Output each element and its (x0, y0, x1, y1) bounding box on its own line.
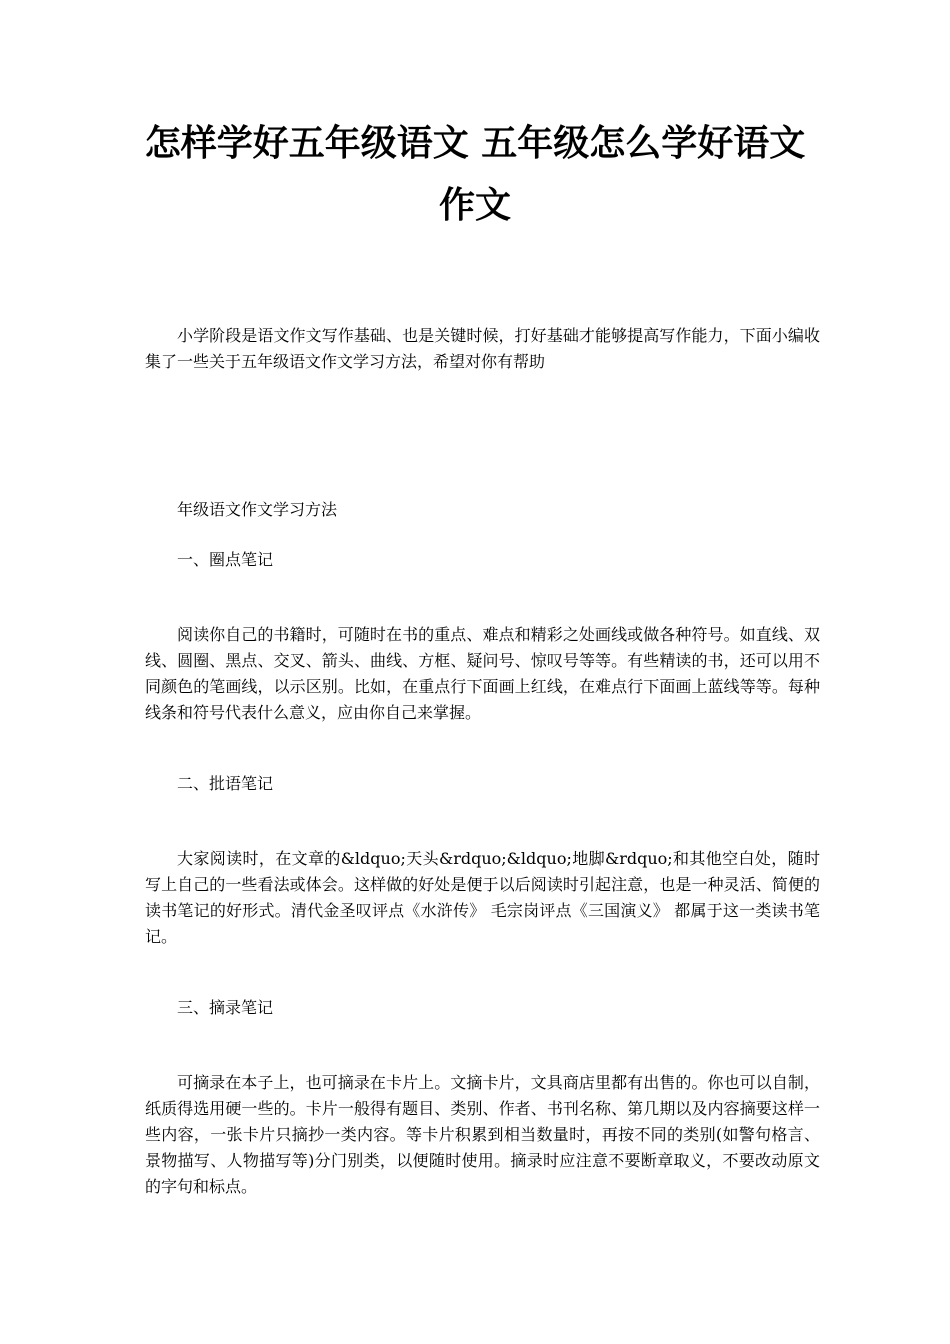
section-heading-1: 一、圈点笔记 (177, 550, 274, 569)
section-body-3: 可摘录在本子上，也可摘录在卡片上。文摘卡片，文具商店里都有出售的。你也可以自制，纸质得选用硬一些的。卡片一般得有题目、类别、作者、书刊名称、第几期以及内容摘要这样一些内容，一张卡片只摘抄一类内容。等卡片积累到相当数量时，再按不同的类别(如警句格言、景物描写、人物描写等)分门别类，以便随时使用。摘录时应注意不要断章取义，不要改动原文的字句和标点。 (145, 1073, 820, 1196)
section-heading-3: 三、摘录笔记 (177, 998, 274, 1017)
intro-paragraph: 小学阶段是语文作文写作基础、也是关键时候，打好基础才能够提高写作能力，下面小编收集了一些关于五年级语文作文学习方法，希望对你有帮助 (145, 326, 820, 371)
section-heading-2: 二、批语笔记 (177, 774, 274, 793)
section-title: 年级语文作文学习方法 (177, 500, 338, 519)
section-body-2: 大家阅读时，在文章的&ldquo;天头&rdquo;&ldquo;地脚&rdquo;和其他空白处，随时写上自己的一些看法或体会。这样做的好处是便于以后阅读时引起注意，也是一种灵活、简便的读书笔记的好形式。清代金圣叹评点《水浒传》 毛宗岗评点《三国演义》 都属于这一类读书笔记。 (145, 849, 820, 946)
document-title-line-2: 作文 (438, 184, 511, 226)
section-body-1: 阅读你自己的书籍时，可随时在书的重点、难点和精彩之处画线或做各种符号。如直线、双线、圆圈、黑点、交叉、箭头、曲线、方框、疑问号、惊叹号等等。有些精读的书，还可以用不同颜色的笔画线，以示区别。比如，在重点行下面画上红线，在难点行下面画上蓝线等等。每种线条和符号代表什么意义，应由你自己来掌握。 (145, 625, 820, 722)
document-title-line-1: 怎样学好五年级语文 五年级怎么学好语文 (144, 122, 806, 164)
